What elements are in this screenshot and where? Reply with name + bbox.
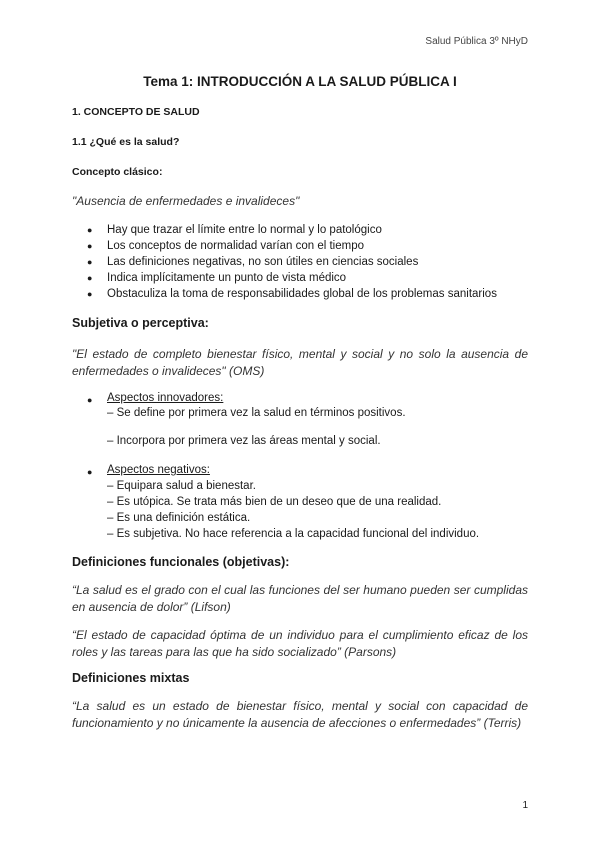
heading-definiciones-mixtas: Definiciones mixtas	[72, 671, 190, 685]
list-item: ● Obstaculiza la toma de responsabilidades global de los problemas sanitarios	[72, 286, 497, 302]
innovador-line: – Incorpora por primera vez las áreas mental y social.	[107, 435, 381, 447]
subsection-heading-que-es-salud: 1.1 ¿Qué es la salud?	[72, 136, 180, 148]
list-item: ● Indica implícitamente un punto de vista médico	[72, 270, 497, 286]
running-header: Salud Pública 3º NHyD	[425, 36, 528, 47]
page-number: 1	[522, 800, 528, 811]
heading-subjetiva: Subjetiva o perceptiva:	[72, 316, 209, 330]
page-title: Tema 1: INTRODUCCIÓN A LA SALUD PÚBLICA I	[143, 74, 457, 89]
heading-definiciones-funcionales: Definiciones funcionales (objetivas):	[72, 555, 290, 569]
list-item: ● Los conceptos de normalidad varían con el tiempo	[72, 238, 497, 254]
bullet-list-clasico	[72, 222, 497, 302]
list-item: ● Las definiciones negativas, no son útiles en ciencias sociales	[72, 254, 497, 270]
negativo-line: – Es utópica. Se trata más bien de un deseo que de una realidad.	[107, 496, 442, 508]
negativo-line: – Equipara salud a bienestar.	[107, 480, 256, 492]
quote-terris: “La salud es un estado de bienestar físico, mental y social con capacidad de funcionamiento y no únicamente la ausencia de afecciones o enfermedades” (Terris)	[72, 699, 528, 730]
label-aspectos-negativos: Aspectos negativos:	[107, 464, 210, 476]
label-aspectos-innovadores: Aspectos innovadores:	[107, 392, 224, 404]
negativo-line: – Es una definición estática.	[107, 512, 251, 524]
quote-lifson: “La salud es el grado con el cual las funciones del ser humano pueden ser cumplidas en ausencia de dolor” (Lifson)	[72, 583, 528, 614]
quote-parsons: “El estado de capacidad óptima de un individuo para el cumplimiento eficaz de los roles y las tareas para las que ha sido socializado” (Parsons)	[72, 628, 528, 659]
bullet-dot-icon: ●	[87, 467, 93, 477]
section-heading-concepto-salud: 1. CONCEPTO DE SALUD	[72, 106, 200, 118]
innovador-line: – Se define por primera vez la salud en términos positivos.	[107, 407, 406, 419]
heading-concepto-clasico: Concepto clásico:	[72, 166, 163, 178]
negativo-line: – Es subjetiva. No hace referencia a la capacidad funcional del individuo.	[107, 528, 480, 540]
quote-oms: "El estado de completo bienestar físico, mental y social y no solo la ausencia de enfermedades o invalideces" (OMS)	[72, 347, 528, 378]
list-item: ● Hay que trazar el límite entre lo normal y lo patológico	[72, 222, 497, 238]
quote-concepto-clasico: "Ausencia de enfermedades e invalideces"	[72, 194, 300, 208]
bullet-dot-icon: ●	[87, 395, 93, 405]
